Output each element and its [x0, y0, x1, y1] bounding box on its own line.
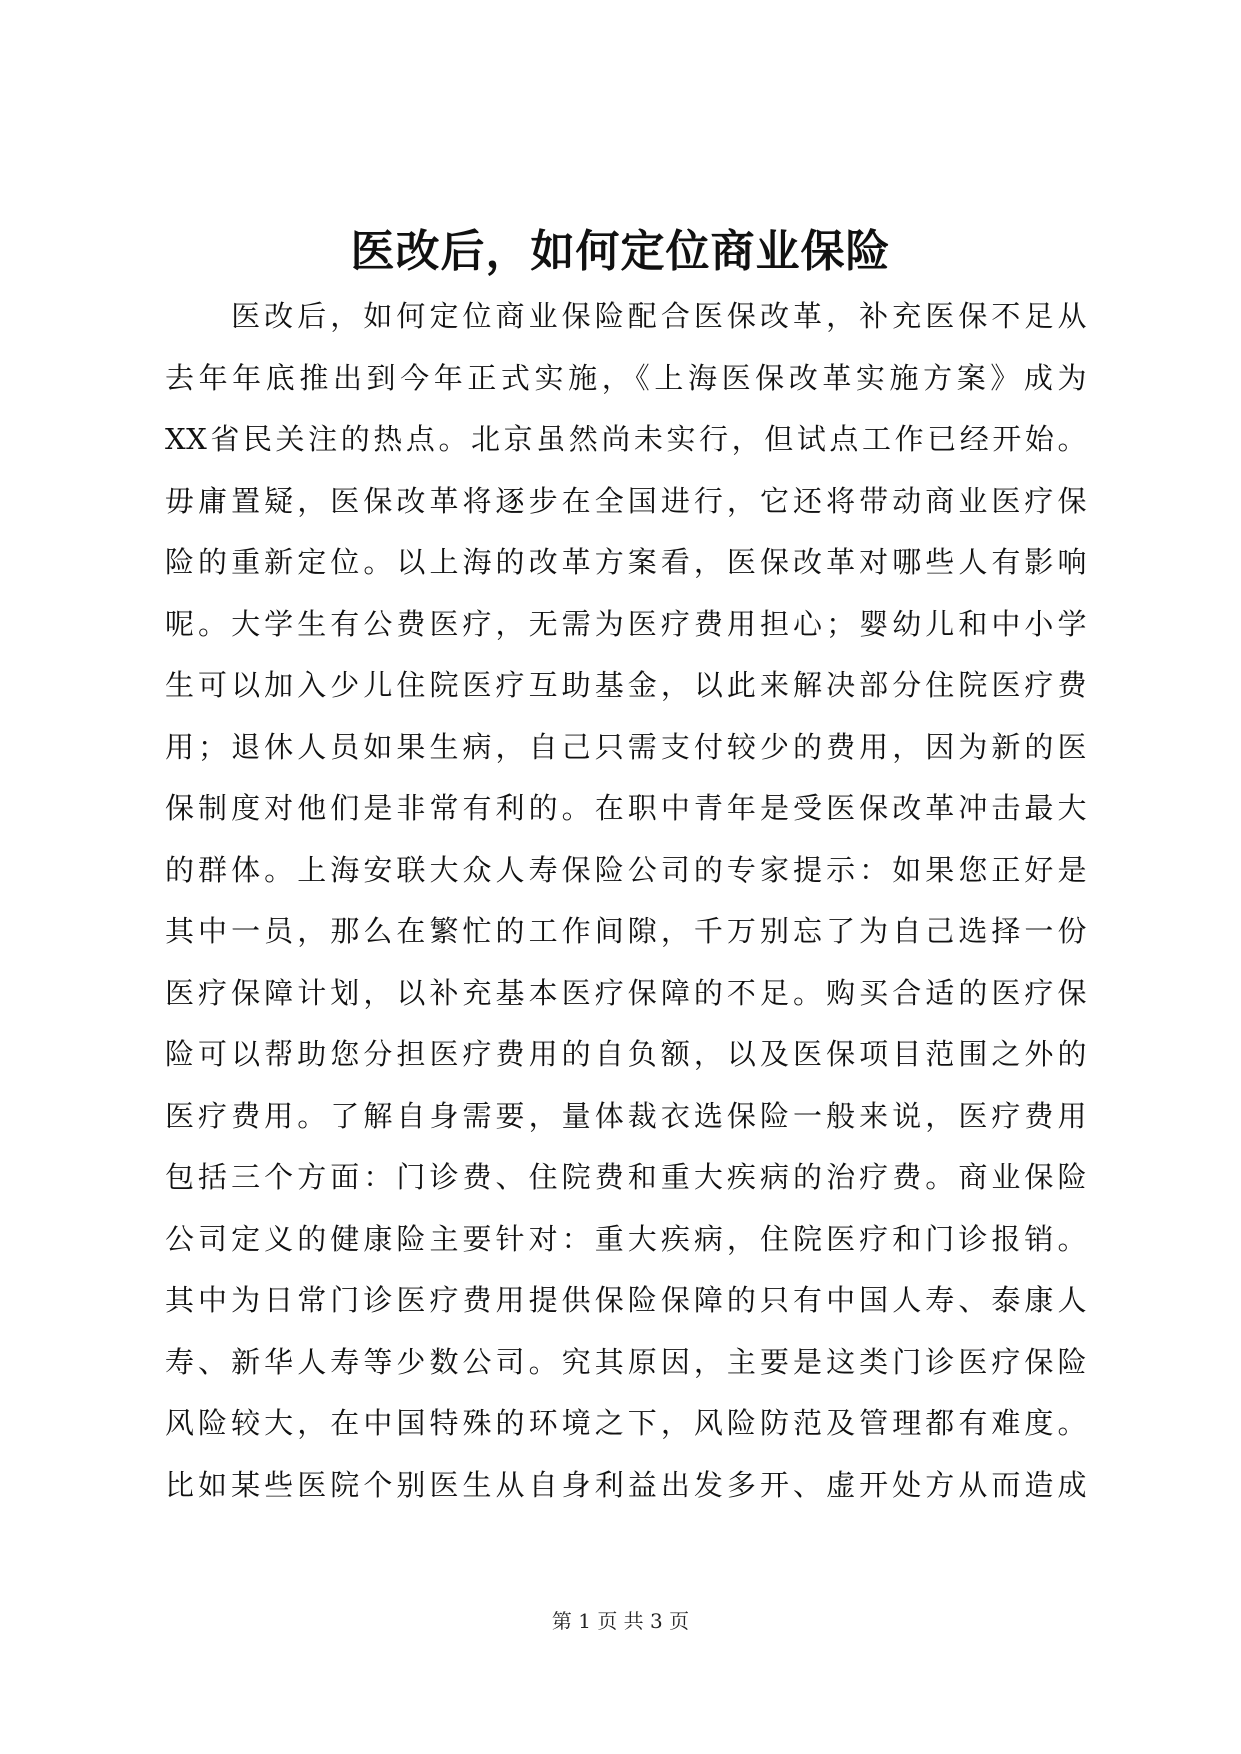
document-body [165, 286, 1087, 1516]
page-number: 第 1 页 共 3 页 [551, 1609, 690, 1633]
body-line: 其中为日常门诊医疗费用提供保险保障的只有中国人寿、泰康人 [165, 1283, 1087, 1317]
body-line: 医改后，如何定位商业保险配合医保改革，补充医保不足从 [165, 299, 1087, 333]
body-line: 去年年底推出到今年正式实施，《上海医保改革实施方案》成为 [165, 360, 1087, 395]
body-line: 医疗保障计划，以补充基本医疗保障的不足。购买合适的医疗保 [165, 975, 1087, 1010]
body-line: 呢。大学生有公费医疗，无需为医疗费用担心；婴幼儿和中小学 [165, 606, 1087, 641]
body-line: 医疗费用。了解自身需要，量体裁衣选保险一般来说，医疗费用 [165, 1098, 1087, 1133]
body-line: 包括三个方面：门诊费、住院费和重大疾病的治疗费。商业保险 [165, 1160, 1087, 1194]
body-line: 寿、新华人寿等少数公司。究其原因，主要是这类门诊医疗保险 [165, 1344, 1087, 1379]
body-line: 公司定义的健康险主要针对：重大疾病，住院医疗和门诊报销。 [165, 1221, 1087, 1256]
body-line: 比如某些医院个别医生从自身利益出发多开、虚开处方从而造成 [165, 1467, 1087, 1502]
body-line: 险可以帮助您分担医疗费用的自负额，以及医保项目范围之外的 [165, 1037, 1087, 1071]
body-line: 其中一员，那么在繁忙的工作间隙，千万别忘了为自己选择一份 [165, 914, 1087, 948]
body-line: 保制度对他们是非常有利的。在职中青年是受医保改革冲击最大 [165, 791, 1087, 825]
body-line: 的群体。上海安联大众人寿保险公司的专家提示：如果您正好是 [165, 852, 1087, 887]
body-line: XX省民关注的热点。北京虽然尚未实行，但试点工作已经开始。 [165, 422, 1087, 456]
page-footer [0, 1606, 1241, 1636]
body-line: 用；退休人员如果生病，自己只需支付较少的费用，因为新的医 [165, 729, 1087, 764]
body-line: 生可以加入少儿住院医疗互助基金，以此来解决部分住院医疗费 [165, 668, 1087, 702]
body-line: 风险较大，在中国特殊的环境之下，风险防范及管理都有难度。 [165, 1406, 1087, 1440]
document-title: 医改后，如何定位商业保险 [350, 226, 891, 277]
body-line: 险的重新定位。以上海的改革方案看，医保改革对哪些人有影响 [165, 545, 1087, 579]
body-line: 毋庸置疑，医保改革将逐步在全国进行，它还将带动商业医疗保 [165, 483, 1087, 518]
